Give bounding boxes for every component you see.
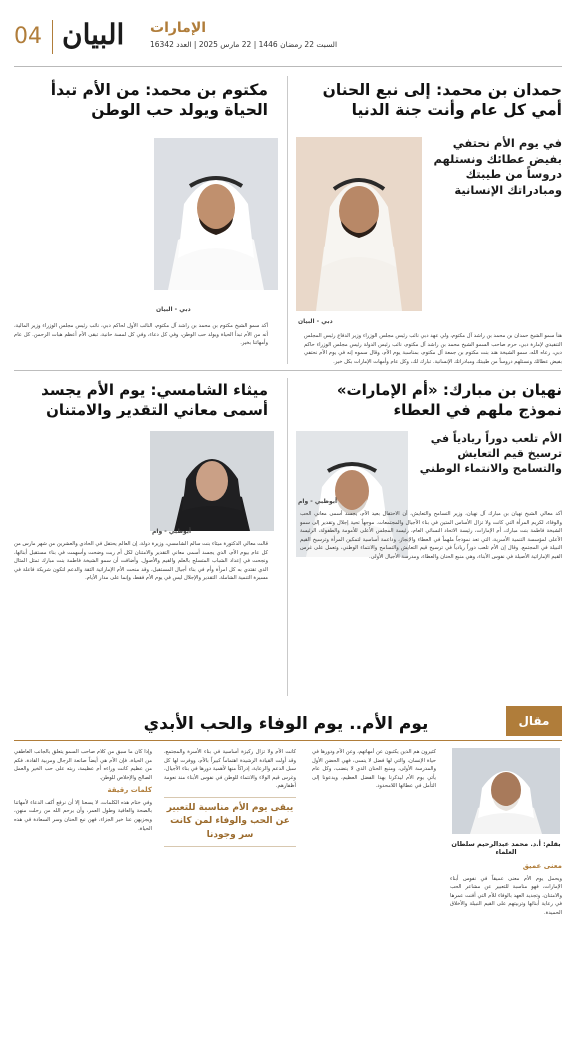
author-photo <box>452 748 560 834</box>
article-subtitle: الأم تلعب دوراً ريادياً في ترسيخ قيم التعايش والتسامح والانتماء الوطني <box>419 432 562 475</box>
article-title: حمدان بن محمد: إلى نبع الحنان أمي كل عام وأنت جنة الدنيا <box>322 81 562 120</box>
article-title: نهيان بن مبارك: «أم الإمارات» نموذج ملهم في العطاء <box>336 381 562 420</box>
newspaper-logo: البيان <box>62 18 125 51</box>
opinion-paragraph: وإذا كان ما سبق من كلام صاحب السمو يتعلق بالجانب العاطفي من الحياة، فإن الأم هي أيضاً صانعة الرجال ومربية القادة، فكم من عظيم كانت وراءه أم عظيمة، ربته على حب الخير والعمل الصالح والإخلاص للوطن. <box>14 749 152 781</box>
masthead <box>0 0 576 66</box>
section-name: الإمارات <box>150 20 207 36</box>
section-tag: مقال <box>506 706 562 736</box>
photo-credit: دبي - البيان <box>298 318 333 325</box>
article-title: مكتوم بن محمد: من الأم تبدأ الحياة ويولد حب الوطن <box>50 81 268 120</box>
masthead-rule <box>14 66 562 67</box>
photo-credit: أبوظبي - وام <box>152 528 192 535</box>
photo-credit: دبي - البيان <box>156 306 191 313</box>
opinion-paragraph: ويحمل يوم الأم معنى عميقاً في نفوس أبناء الإمارات، فهو مناسبة للتعبير عن مشاعر الحب والامتنان، وتجديد العهد بالوفاء للأم التي أفنت عمرها في رعاية أبنائها وتربيتهم على القيم النبيلة والأخلاق الحميدة. <box>450 875 562 916</box>
masthead-divider <box>52 20 53 54</box>
author-byline: بقلم: أ.د. محمد عبدالرحيم سلطان العلماء <box>451 840 561 856</box>
opinion-paragraph: كثيرون هم الذين يكتبون عن أمهاتهم، وعن الأم ودورها في حياة الإنسان، والتي لها فضل لا ينسى، فهي الحضن الأول والمدرسة الأولى، ومنبع الحنان الذي لا ينضب، وكل عام يأتي يوم الأم ليذكرنا بهذا الفضل العظيم، ويدعونا إلى التأمل في عطائها اللامحدود. <box>312 749 436 790</box>
opinion-column <box>450 858 562 1048</box>
article-body: هنأ سمو الشيخ حمدان بن محمد بن راشد آل مكتوم، ولي عهد دبي نائب رئيس مجلس الوزراء وزير الدفاع رئيس المجلس التنفيذي لإمارة دبي، حرم صاحب السمو الشيخ محمد بن راشد آل مكتوم، نائب رئيس الدولة رئيس مجلس الوزراء حاكم دبي، رعاه الله، سمو الشيخة هند بنت مكتوم بن جمعة آل مكتوم، بمناسبة يوم الأم، وقال سموه إنه في يوم الأم نحتفي بفيض عطائك ونستلهم دروساً من طيبتك ومبادراتك الإنسانية. تبارك لك، وكل عام وأمهات الإمارات بكل خير. <box>304 333 562 365</box>
article-title: ميثاء الشامسي: يوم الأم يجسد أسمى معاني التقدير والامتنان <box>41 381 268 420</box>
opinion-subheading: معنى عميق <box>522 862 562 870</box>
opinion-column <box>14 748 152 1048</box>
photo-credit: أبوظبي - وام <box>298 498 338 505</box>
portrait-photo <box>154 138 278 290</box>
opinion-column <box>164 748 296 1048</box>
article-body: أكد سمو الشيخ مكتوم بن محمد بن راشد آل مكتوم، النائب الأول لحاكم دبي، نائب رئيس مجلس الوزراء وزير المالية، أنه من الأم تبدأ الحياة ويولد حب الوطن، وفي كل دعاء، وفي كل لمسة حانية، تبقى الأم أعظم هبات الرحمن. كل عام وأمهاتنا بخير. <box>14 323 268 347</box>
pull-quote: يبقى يوم الأم مناسبة للتعبير عن الحب والوفاء لمن كانت سر وجودنا <box>164 797 296 848</box>
article-body: أكد معالي الشيخ نهيان بن مبارك آل نهيان، وزير التسامح والتعايش، أن الاحتفال بعيد الأم، يجسد أسمى معاني الحب والوفاء، لكريم المرأة التي كانت ولا تزال الأساس المتين في بناء الأجيال والمجتمعات. موجهاً تحية إجلال وتقدير إلى سمو الشيخة فاطمة بنت مبارك، أم الإمارات، رئيسة الاتحاد النسائي العام، رئيسة المجلس الأعلى للأمومة والطفولة، الرئيسة الأعلى لمؤسسة التنمية الأسرية، التي تعد نموذجاً ملهماً في العطاء والإنجاز، وداعمة أساسية لتمكين المرأة وترسيخ القيم النبيلة في المجتمع. وقال إن الأم تلعب دوراً ريادياً في ترسيخ قيم التعايش والتسامح والانتماء الوطني، وتعمل على غرس القيم الإماراتية الأصيلة في نفوس الأبناء، وهي منبع الحنان والعطاء، ومدرسة الأجيال الأولى. <box>300 511 562 560</box>
portrait-photo <box>150 431 274 531</box>
portrait-photo <box>296 137 422 311</box>
opinion-paragraph: كانت الأم ولا تزال ركيزة أساسية في بناء الأسرة والمجتمع، وقد أولت القيادة الرشيدة اهتماماً كبيراً بالأم، ووفرت لها كل سبل الدعم والرعاية، إدراكاً منها لأهمية دورها في بناء الأجيال، وغرس قيم الولاء والانتماء للوطن في نفوس الأبناء منذ نعومة أظفارهم. <box>164 749 296 790</box>
opinion-column <box>312 748 436 1048</box>
opinion-paragraph: وفي ختام هذه الكلمات، لا يسعنا إلا أن نرفع أكف الدعاء لأمهاتنا بالصحة والعافية وطول العمر، وأن يرحم الله من رحلت منهن، ويجزيهن عنا خير الجزاء، فهن نبع الحنان وسر السعادة في هذه الحياة. <box>14 799 152 832</box>
article-body: قالت معالي الدكتورة ميثاء بنت سالم الشامسي، وزيرة دولة، إن العالم يحتفل في الحادي والعشرين من شهر مارس من كل عام بيوم الأم، الذي يجسد أسمى معاني التقدير والامتنان لكل أم ربت وضحت وأسهمت في بناء مستقبل أبنائها، ونجحت في إعداد الشباب المتسلح بالعلم والقيم والأصول. وأضافت أن سمو الشيخة فاطمة بنت مبارك تمثل المثال الذي تقتدي به كل امرأة وأم في بناء أجيال المستقبل، وقد منحت الأم الإماراتية الثقة والدعم لتكون شريكة فاعلة في مسيرة التنمية الشاملة. التقدير والإجلال ليس في يوم الأم فقط، وإنما على مدار الأيام. <box>14 541 268 582</box>
column-divider <box>287 378 288 696</box>
article-subtitle: في يوم الأم نحتفي بفيض عطائك ونستلهم دروساً من طيبتك ومبادراتك الإنسانية <box>433 136 562 197</box>
opinion-title: يوم الأم.. يوم الوفاء والحب الأبدي <box>143 714 429 734</box>
page-number: 04 <box>14 24 42 49</box>
date-line: السبت 22 رمضان 1446 | 22 مارس 2025 | العدد 16342 <box>150 40 338 49</box>
opinion-subheading: كلمات رقيقة <box>107 786 152 795</box>
opinion-rule <box>14 740 562 741</box>
column-divider <box>287 76 288 364</box>
